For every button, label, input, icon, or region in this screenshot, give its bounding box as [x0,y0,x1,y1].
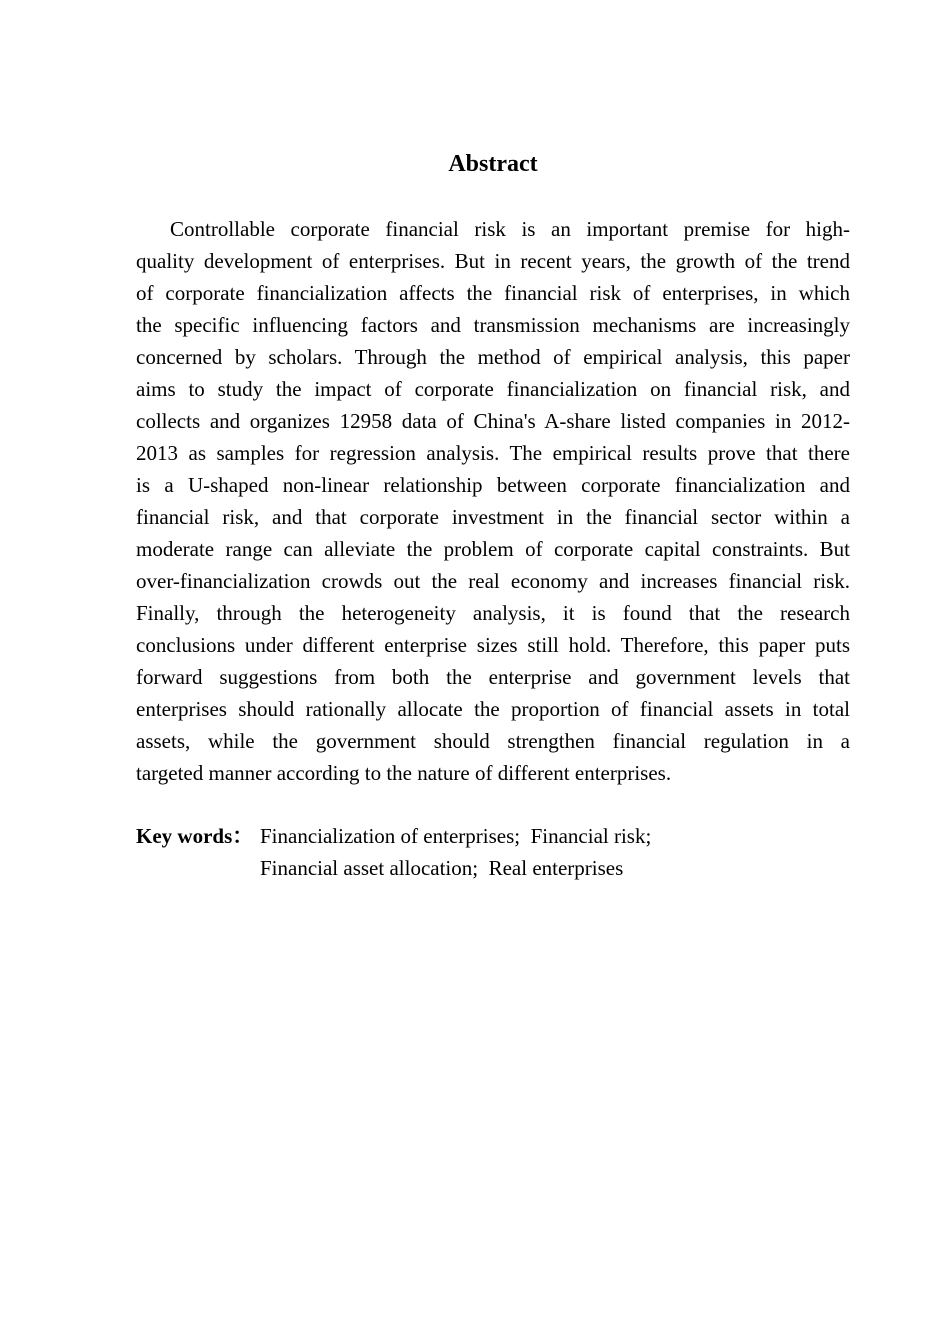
keywords-line-2: Financial asset allocation; Real enterprises [260,856,624,880]
abstract-title: Abstract [448,151,538,177]
abstract-line: enterprises should rationally allocate the proportion of financial assets in total [136,697,850,721]
abstract-line: forward suggestions from both the enterprise and government levels that [136,665,850,689]
abstract-line: conclusions under different enterprise sizes still hold. Therefore, this paper puts [136,633,850,657]
abstract-line: is a U-shaped non-linear relationship between corporate financialization and [136,473,850,497]
abstract-line: concerned by scholars. Through the method of empirical analysis, this paper [136,345,850,369]
abstract-line: collects and organizes 12958 data of China's A-share listed companies in 2012- [136,409,850,433]
abstract-line: Finally, through the heterogeneity analysis, it is found that the research [136,601,850,625]
abstract-line: of corporate financialization affects the financial risk of enterprises, in which [136,281,850,305]
abstract-line: 2013 as samples for regression analysis. The empirical results prove that there [136,441,850,465]
abstract-line: assets, while the government should strengthen financial regulation in a [136,729,850,753]
keywords-section [136,820,651,884]
abstract-line: Controllable corporate financial risk is an important premise for high- [170,217,850,241]
keywords-line-1: Financialization of enterprises; Financial risk; [260,824,652,848]
keywords-label: Key words： [136,824,254,848]
abstract-line: aims to study the impact of corporate financialization on financial risk, and [136,377,850,401]
abstract-line: targeted manner according to the nature of different enterprises. [136,761,672,785]
abstract-body [136,213,850,789]
abstract-line: the specific influencing factors and transmission mechanisms are increasingly [136,313,850,337]
abstract-line: moderate range can alleviate the problem of corporate capital constraints. But [136,537,850,561]
abstract-line: over-financialization crowds out the real economy and increases financial risk. [136,569,850,593]
abstract-line: financial risk, and that corporate investment in the financial sector within a [136,505,850,529]
abstract-line: quality development of enterprises. But in recent years, the growth of the trend [136,249,850,273]
